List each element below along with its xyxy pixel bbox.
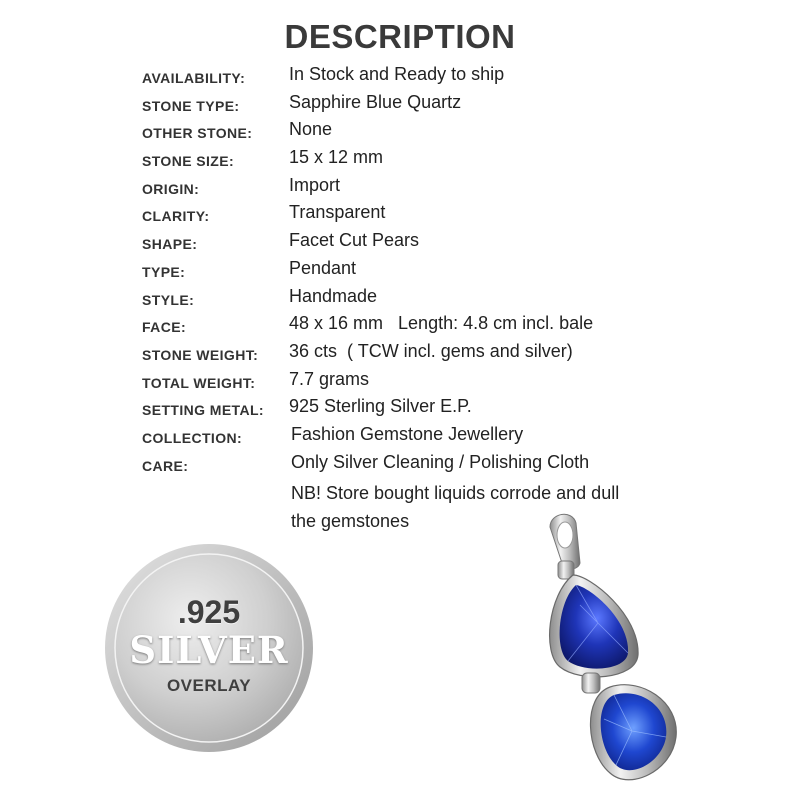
spec-value: Handmade	[289, 285, 378, 306]
spec-label: STONE SIZE:	[142, 153, 235, 170]
badge-overlay-text: OVERLAY	[166, 676, 252, 695]
spec-label: CARE:	[142, 457, 189, 474]
spec-label: SETTING METAL:	[142, 402, 264, 419]
spec-value: Only Silver Cleaning / Polishing Cloth	[291, 451, 590, 472]
page-title: DESCRIPTION	[284, 18, 516, 55]
spec-label: STONE TYPE:	[142, 97, 240, 114]
care-note-line-2: the gemstones	[291, 511, 410, 531]
spec-label: FACE:	[142, 319, 186, 336]
care-note-line-1: NB! Store bought liquids corrode and dull	[291, 483, 620, 503]
spec-label: TYPE:	[142, 263, 186, 280]
silver-overlay-badge	[103, 542, 315, 754]
spec-label: STONE WEIGHT:	[142, 346, 259, 363]
spec-value: 925 Sterling Silver E.P.	[289, 396, 472, 417]
spec-label: COLLECTION:	[142, 429, 243, 446]
spec-value: 7.7 grams	[289, 368, 370, 389]
spec-value: Fashion Gemstone Jewellery	[291, 423, 524, 444]
spec-value: Transparent	[289, 202, 386, 223]
spec-label: AVAILABILITY:	[142, 70, 246, 86]
spec-label: ORIGIN:	[142, 180, 200, 197]
spec-value: Pendant	[289, 257, 357, 278]
spec-label: SHAPE:	[142, 236, 198, 253]
spec-label: OTHER STONE:	[142, 125, 253, 142]
spec-value: 48 x 16 mm Length: 4.8 cm incl. bale	[289, 313, 594, 334]
spec-label: CLARITY:	[142, 208, 210, 225]
spec-label: TOTAL WEIGHT:	[142, 374, 256, 391]
spec-value: Import	[289, 174, 341, 195]
spec-value: 15 x 12 mm	[289, 147, 384, 168]
spec-value: None	[289, 119, 333, 140]
badge-purity-text: .925	[177, 594, 241, 630]
sapphire-pendant-icon	[520, 505, 700, 790]
spec-label: STYLE:	[142, 291, 195, 308]
spec-value: Sapphire Blue Quartz	[289, 91, 462, 112]
spec-value: 36 cts ( TCW incl. gems and silver)	[289, 340, 573, 361]
spec-value: In Stock and Ready to ship	[289, 64, 505, 84]
spec-value: Facet Cut Pears	[289, 230, 420, 251]
badge-silver-text: SILVER	[129, 628, 289, 672]
pendant-photo	[520, 505, 700, 790]
